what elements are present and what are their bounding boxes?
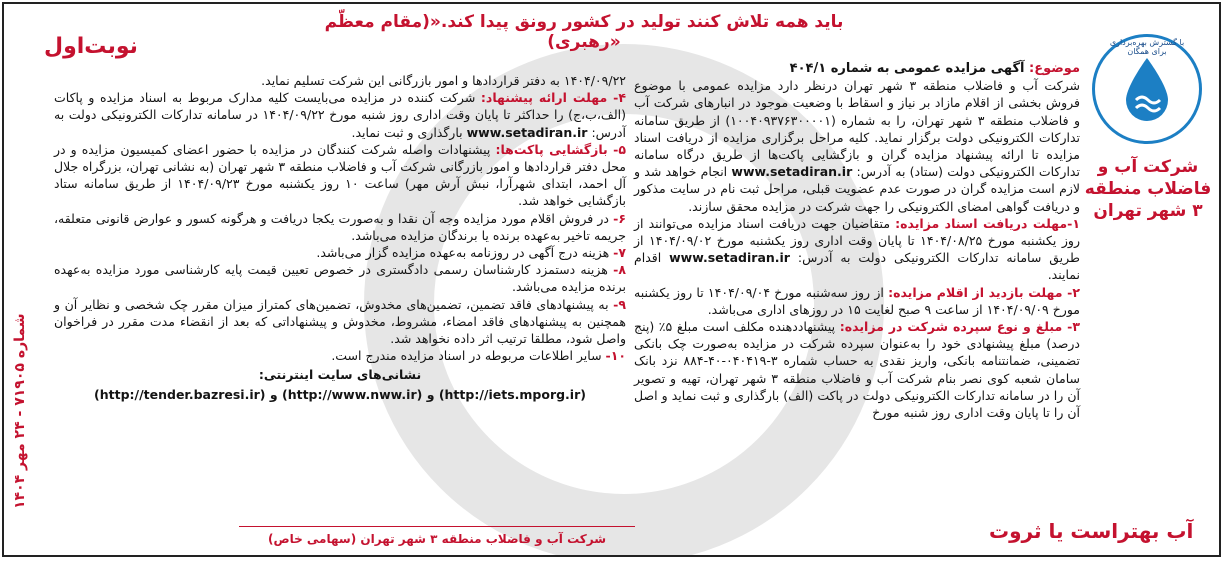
- water-drop-icon: [1122, 56, 1172, 122]
- section-3: ۳- مبلغ و نوع سپرده شرکت در مزایده: پیشنهاددهنده مکلف است مبلغ ۵٪ (پنج درصد) مبلغ پیشنهادی خود را به‌عنوان سپرده شرکت در مزایده به‌صورت چک بانکی تضمینی، ضمانتنامه بانکی، واریز نقدی به حساب شماره ۳-۰۴۰۴۱۹-۴۰-۸۸۴ نزد بانک سامان شعبه کوی نصر بنام شرکت آب و فاضلاب منطقه ۳ شهر تهران، تهیه و تصویر آن را در سامانه تدارکات الکترونیکی دولت در پاکت (الف) بارگذاری و ثبت نماید و اصل آن را تا پایان وقت اداری روز شنبه مورخ: [634, 319, 1080, 421]
- notice-frame: [2, 2, 1221, 557]
- section-7: ۷- هزینه درج آگهی در روزنامه به‌عهده مزایده گزار می‌باشد.: [316, 245, 626, 261]
- section-2: ۲- مهلت بازدید از اقلام مزایده: از روز سه‌شنبه مورخ ۱۴۰۴/۰۹/۰۴ تا روز یکشنبه مورخ ۱۴۰۴/۰۹/۰۹ از ساعت ۹ صبح لغایت ۱۵ در روزهای اداری می‌باشد.: [634, 284, 1080, 317]
- company-logo: [1092, 34, 1202, 144]
- section-3-continued: ۱۴۰۴/۰۹/۲۲ به دفتر قراردادها و امور بازرگانی این شرکت تسلیم نماید.: [261, 73, 626, 88]
- section-8: ۸- هزینه دستمزد کارشناسان رسمی دادگستری در خصوص تعیین قیمت پایه کارشناسی مورد مزایده به‌عهده برنده مزایده می‌باشد.: [54, 262, 626, 295]
- section-5: ۵- بازگشایی پاکت‌ها: پیشنهادات واصله شرکت کنندگان در مزایده با حضور اعضای کمیسیون مزایده و در محل دفتر قراردادها و امور بازرگانی شرکت آب و فاضلاب منطقه ۳ شهر تهران (به نشانی تهران، بزرگراه جلال آل احمد، ابتدای شهرآرا، نبش آرش مهر) ساعت ۱۰ روز یکشنبه مورخ ۱۴۰۴/۰۹/۲۳ از طریق سامانه ستاد بازگشایی خواهد شد.: [54, 141, 626, 209]
- setadiran-link[interactable]: www.setadiran.ir: [731, 164, 853, 180]
- header-title: باید همه تلاش کنند تولید در کشور رونق پیدا کند.«(مقام معظّم رهبری)»: [324, 12, 844, 52]
- section-9: ۹- به پیشنهادهای فاقد تضمین، تضمین‌های مخدوش، تضمین‌های کمتراز میزان مقرر چک شخصی و نظایر آن و همچنین به پیشنهادهای فاقد امضاء، مشروط، مخدوش و پیشنهاداتی که بعد از انقضاء مدت مقرر در فراخوان واصل شود، مطلقا ترتیب اثر داده نخواهد شد.: [54, 296, 626, 347]
- vertical-reference-text: شماره ۷۱۹۰۵ - ۲۴ مهر ۱۴۰۴: [12, 313, 28, 509]
- section-10: ۱۰- سایر اطلاعات مربوطه در اسناد مزایده مندرج است.: [331, 348, 626, 364]
- footer-divider: [239, 526, 635, 527]
- header-quote: [324, 12, 844, 52]
- company-name: شرکت آب و فاضلاب منطقه ۳ شهر تهران: [1084, 157, 1212, 221]
- footer-company: شرکت آب و فاضلاب منطقه ۳ شهر تهران (سهامی خاص): [267, 532, 607, 546]
- section-6: ۶- در فروش اقلام مورد مزایده وجه آن نقدا و به‌صورت یکجا دریافت و هرگونه کسور و عوارض قانونی متعلقه، جریمه تاخیر به‌عهده برنده یا برندگان مزایده می‌باشد.: [54, 210, 626, 243]
- logo-text: با گسترش بهره‌برداری برای همگان: [1109, 38, 1185, 56]
- notice-column-left: [54, 72, 626, 403]
- section-1: ۱-مهلت دریافت اسناد مزایده: متقاضیان جهت دریافت اسناد مزایده می‌توانند از روز یکشنبه مورخ ۱۴۰۴/۰۸/۲۵ تا پایان وقت اداری روز یکشنبه مورخ ۱۴۰۴/۰۹/۰۲ از طریق سامانه تدارکات الکترونیکی دولت به آدرس: www.setadiran.ir اقدام نمایند.: [634, 215, 1080, 283]
- vertical-reference: [8, 209, 36, 509]
- slogan: آب بهتراست یا ثروت: [989, 519, 1194, 543]
- notice-intro: شرکت آب و فاضلاب منطقه ۳ شهر تهران درنظر دارد مزایده عمومی با موضوع فروش بخشی از اقلام مازاد بر نیاز و اسقاط با وضعیت موجود در انبارهای شرکت آب و فاضلاب منطقه ۳ شهر تهران، را به شماره (۱۰۰۴۰۹۳۷۶۳۰۰۰۰۱) از طریق سامانه تدارکات الکترونیکی دولت برگزار نماید. کلیه مراحل برگزاری مزایده از دریافت اسناد مزایده تا ارائه پیشنهاد مزایده گران و بازگشایی پاکت‌ها از طریق درگاه سامانه تدارکات الکترونیکی دولت (ستاد) به آدرس: www.setadiran.ir انجام خواهد شد و لازم است مزایده گران در صورت عدم عضویت قبلی، مراحل ثبت نام در سایت مذکور و دریافت گواهی امضای الکترونیکی را جهت شرکت در مزایده محقق سازند.: [634, 78, 1080, 214]
- publication-turn: نوبت‌اول: [44, 34, 138, 59]
- notice-subject: موضوع: آگهی مزایده عمومی به شماره ۴۰۴/۱: [789, 61, 1080, 76]
- setadiran-link[interactable]: www.setadiran.ir: [466, 124, 588, 140]
- websites-list[interactable]: (http://tender.bazresi.ir) و (http://www.nww.ir) و (http://iets.mporg.ir): [94, 386, 586, 402]
- setadiran-link[interactable]: www.setadiran.ir: [669, 250, 790, 266]
- section-4: ۴- مهلت ارائه پیشنهاد: شرکت کننده در مزایده می‌بایست کلیه مدارک مربوط به اسناد مزایده و پاکات (الف،ب،ج) را حداکثر تا پایان وقت اداری روز شنبه مورخ ۱۴۰۴/۰۹/۲۲ در سامانه تدارکات الکترونیکی دولت به آدرس: www.setadiran.ir بارگذاری و ثبت نماید.: [54, 90, 626, 140]
- notice-column-right: [634, 60, 1080, 421]
- websites-label: نشانی‌های سایت اینترنتی:: [258, 367, 422, 383]
